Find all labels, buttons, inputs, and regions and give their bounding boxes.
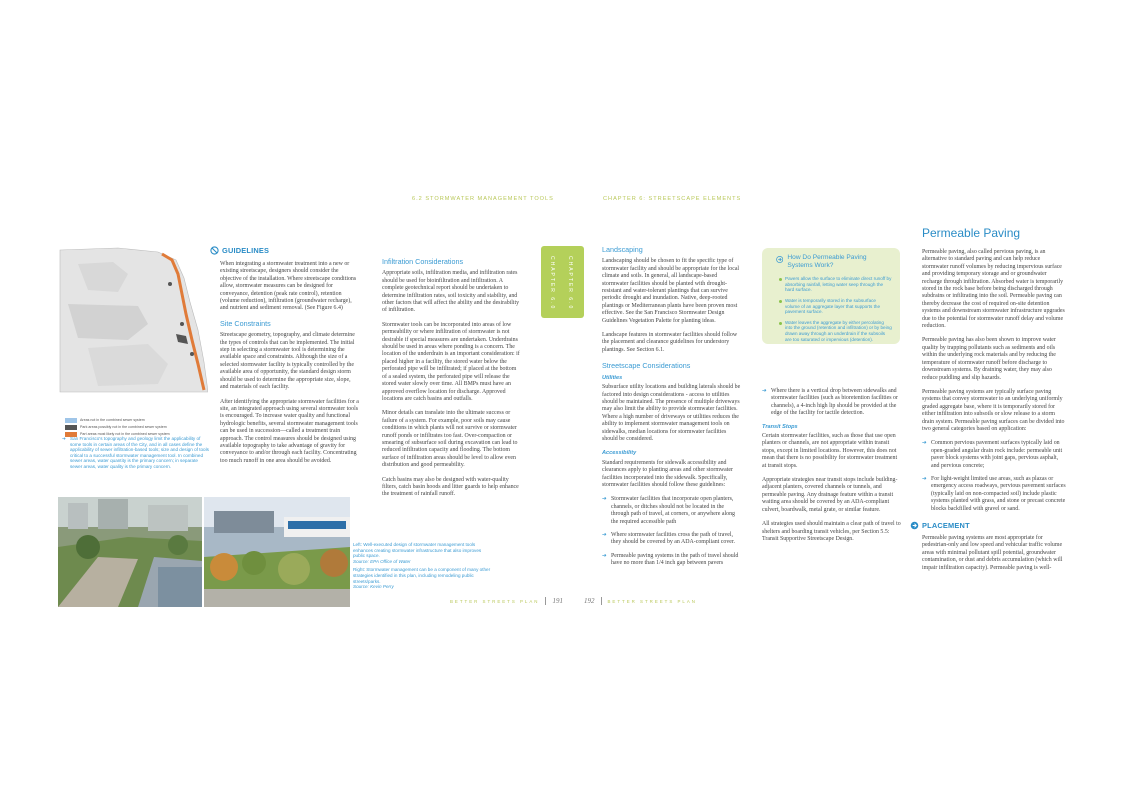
bullet-item: ➔ Where stormwater facilities cross the path of travel, they should be covered by an ADA-compliant cover. xyxy=(602,532,742,547)
footer-divider xyxy=(545,597,546,605)
paragraph: Landscaping should be chosen to fit the specific type of stormwater facility and should be appropriate for the local climate and soils. In general, all landscape-based stormwater facilities should be planted with drought-resistant and water-tolerant plantings that can survive periodic drought and inundation. Native, deep-rooted plantings or Mediterranean plants have been proven most effective. See the San Francisco Stormwater Design Guidelines Vegetation Palette for planting ideas. xyxy=(602,258,740,324)
paragraph: Streetscape geometry, topography, and climate determine the types of controls that can be implemented. The initial step in selecting a stormwater tool is determining the available space and constraints. Although the size of a selected stormwater facility is typically controlled by the available area of opportunity, the standard design storm should be used to determine the appropriate size, slope, and materials of each facility. xyxy=(220,332,355,391)
arrow-circle-icon xyxy=(910,521,919,530)
paragraph: Subsurface utility locations and building laterals should be factored into design considerations - access to utilities should be maintained. The presence of multiple driveways may also limit the ability to provide stormwater facilities. Where a high number of driveways or utilities reduces the ability to implement stormwater management tools on sidewalks, median locations for stormwater facilities should be considered. xyxy=(602,384,741,442)
permeable-sidebar xyxy=(762,248,900,344)
landscaping-column xyxy=(602,246,742,574)
running-header-right: CHAPTER 6: STREETSCAPE ELEMENTS xyxy=(603,196,742,202)
infiltration-column xyxy=(382,258,520,506)
photo-caption xyxy=(353,542,493,590)
footer-divider xyxy=(601,597,602,605)
guidelines-heading: GUIDELINES xyxy=(210,246,360,255)
bullet-item: ➔ Stormwater facilities that incorporate open planters, channels, or ditches should not be located in the through path of travel, at corners, or anywhere along the required accessible path xyxy=(602,496,742,526)
sidebar-item: Water is temporarily stored in the subsurface volume of an aggregate layer that supports the pavement surface. xyxy=(778,298,892,315)
legend-label: Areas not in the combined sewer system xyxy=(80,418,145,422)
permeable-body xyxy=(922,249,1068,513)
chapter-tab-label: CHAPTER 6.0 xyxy=(549,256,555,311)
utilities-heading: Utilities xyxy=(602,374,623,381)
transit-heading: Transit Stops xyxy=(762,423,798,430)
sf-map-graphic xyxy=(58,244,208,394)
arrow-icon: ➔ xyxy=(62,436,66,441)
legend-swatch xyxy=(65,418,77,423)
guidelines-column xyxy=(210,246,360,472)
caption-right: Right: Stormwater management can be a component of many other strategies identified in this plan, including remodeling public streets/parks. xyxy=(353,567,491,584)
arrow-circle-icon xyxy=(776,255,783,264)
paragraph: Certain stormwater facilities, such as those that use open planters or channels, are not appropriate within transit stops, except in limited locations. However, this does not mean that there is no possibility for stormwater treatment at transit stops. xyxy=(762,433,898,469)
bullet-item: ➔ For light-weight limited use areas, such as plazas or emergency access roadways, pervious pavement surfaces (typically laid on non-compacted soil) include plastic systems planted with grass, and stone or precast concrete blocks backfilled with gravel or sand. xyxy=(922,476,1068,513)
caption-left: Left: Well-executed design of stormwater management tools enhances creating stormwater infrastructure that also improves public space. xyxy=(353,542,482,559)
sidebar-title: How Do Permeable Paving Systems Work? xyxy=(787,254,867,269)
legend-item xyxy=(65,418,185,423)
photo-right-graphic xyxy=(204,497,350,607)
sidebar-item: Water leaves the aggregate by either percolating into the ground (retention and infiltration) or by being drawn away through an underdrain if the subsoils are too saturated or impervious (detention). xyxy=(778,320,892,342)
paragraph: Permeable paving systems are most appropriate for pedestrian-only and low speed and vehicular traffic volume areas with minimal pollutant spill potential, groundwater contamination, or dust and debris accumulation (which will impair infiltration capacity). Permeable paving is well- xyxy=(922,535,1063,571)
accessibility-heading: Accessibility xyxy=(602,450,637,457)
chapter-tab xyxy=(541,246,584,318)
paragraph: Appropriate strategies near transit stops include building-adjacent planters, covered channels or tunnels, and permeable paving. Any drainage feature within a transit waiting area should be covered by an ADA-compliant culvert, boardwalk, metal grate, or similar feature. xyxy=(762,477,898,513)
paragraph: Standard requirements for sidewalk accessibility and clearances apply to planting areas and other stormwater facilities incorporated into the sidewalk. Specifically, stormwater facilities should follow these guidelines: xyxy=(602,459,734,488)
caption-right-source: Source: Kevin Perry xyxy=(353,584,394,590)
paragraph: Permeable paving, also called pervious paving, is an alternative to standard paving and can help reduce stormwater runoff volumes by reducing impervious surface and providing temporary storage and or groundwater recharge through infiltration. Absorbed water is temporarily stored in the rock base before being discharged through subdrains or infiltrating into the soil. Permeable paving can thereby decrease the cost of required on-site detention systems and downstream stormwater infrastructure upgrades due to the potential for stormwater runoff delay and volume reduction. xyxy=(922,249,1065,330)
guidelines-intro: When integrating a stormwater treatment into a new or existing streetscape, designers should consider the objective of the installation. Where streetscape conditions allow, stormwater measures can be designed for conveyance, detention (peak rate control), retention (volume reduction), infiltration (groundwater recharge), and nutrient and sediment removal. (See Figure 6.4) xyxy=(220,261,357,312)
photo-left-graphic xyxy=(58,497,202,607)
guidelines-body xyxy=(210,261,360,465)
paragraph: Stormwater tools can be incorporated into areas of low permeability or where infiltration of stormwater is not desirable if special measures are undertaken. Underdrains should be used in areas where ponding is a concern. The location of the underdrain is an important consideration: if placed higher in a facility, the stored water below the perforated pipe will be infiltrated; if placed at the bottom of a sealed system, the perforated pipe will release the stored water slowly over time. All BMPs must have an approved overflow location for discharge. Approved locations are catch basins and outfalls. xyxy=(382,321,520,402)
page-number: 192 xyxy=(584,597,595,605)
paragraph: After identifying the appropriate stormwater facilities for a site, an integrated approach using several stormwater tools is encouraged. To increase water quality and functional hydrologic benefits, several stormwater management tools can be used in succession—called a treatment train approach. The control measures should be designed using available topography to take advantage of gravity for conveyance to and/or through each facility. Concentrating too much runoff in one area should be avoided. xyxy=(220,398,359,464)
page-number: 191 xyxy=(552,597,563,605)
chapter-tab-label: CHAPTER 6.0 xyxy=(567,256,573,311)
placement-body xyxy=(922,535,1068,579)
paragraph: Permeable paving systems are typically surface paving systems that convey stormwater to an underlying uniformly graded aggregate base, where it is temporarily stored for either infiltration into subsoils or slow release to a storm drain system. Permeable paving surfaces can be divided into two general categories based on application: xyxy=(922,388,1065,432)
sidebar-header xyxy=(776,254,892,269)
footer-left xyxy=(450,597,563,605)
legend-item xyxy=(65,425,185,430)
footer-folio: BETTER STREETS PLAN xyxy=(607,598,697,604)
bullet-item: ➔ Common pervious pavement surfaces typically laid on open-graded angular drain rock include: permeable unit paver block systems with joint gaps, pervious asphalt, and pervious concrete; xyxy=(922,440,1068,470)
landscaping-heading: Landscaping xyxy=(602,245,643,254)
streetscape-heading: Streetscape Considerations xyxy=(602,361,691,371)
running-header-left: 6.2 STORMWATER MANAGEMENT TOOLS xyxy=(412,196,554,202)
photo-left xyxy=(58,497,202,607)
placement-heading: PLACEMENT xyxy=(910,521,970,530)
photo-right xyxy=(204,497,350,607)
paragraph: Permeable paving has also been shown to improve water quality by trapping pollutants such as sediments and oils within the underlying rock materials and by reducing the temperature of stormwater runoff before discharge to downstream systems. By draining water, they may also reduce puddling and slip hazards. xyxy=(922,337,1056,381)
legend-label: Park areas possibly not in the combined sewer system xyxy=(80,425,167,429)
footer-right xyxy=(584,597,697,605)
sf-map xyxy=(58,244,208,394)
map-caption: ➔ San Francisco's topography and geology limit the applicability of some tools in certain areas of the City, and in all cases define the applicability of sewer infiltration-based tools; size and design of tools critical to a successful stormwater management tool. In combined sewer areas, water quantity is the primary concern; in separate sewer areas, water quality is the primary concern. xyxy=(62,436,209,469)
transit-column xyxy=(762,388,902,550)
site-constraints-heading: Site Constraints xyxy=(220,318,271,328)
paragraph: Landscape features in stormwater facilities should follow the placement and clearance guidelines for understory plantings. See Section 6.1. xyxy=(602,332,738,353)
no-symbol-icon xyxy=(210,246,219,255)
bullet-item: ➔ Where there is a vertical drop between sidewalks and stormwater facilities (such as bioretention facilities or channels), a 4-inch high lip should be provided at the edge of the facility for tactile detection. xyxy=(762,388,902,418)
paragraph: Catch basins may also be designed with water-quality filters, catch basin hoods and litter guards to help enhance the treatment of rainfall runoff. xyxy=(382,476,519,498)
caption-left-source: Source: EPA Office of Water xyxy=(353,558,411,564)
legend-swatch xyxy=(65,425,77,430)
infiltration-heading: Infiltration Considerations xyxy=(382,257,464,266)
paragraph: Appropriate soils, infiltration media, and infiltration rates should be used for bioinfiltration and infiltration. A complete geotechnical report should be undertaken to determine infiltration rates, soil toxicity and stability, and other factors that will affect the ability and the desirability of infiltration. xyxy=(382,270,520,314)
footer-folio: BETTER STREETS PLAN xyxy=(450,598,540,604)
sidebar-item: Pavers allow the surface to eliminate direct runoff by absorbing rainfall, letting water seep through the hard surface. xyxy=(778,276,892,293)
permeable-paving-title: Permeable Paving xyxy=(922,226,1021,240)
permeable-paving-column xyxy=(922,226,1068,519)
paragraph: All strategies used should maintain a clear path of travel to shelters and boarding transit vehicles, per Section 5.5: Transit Supportive Streetscape Design. xyxy=(762,521,901,542)
paragraph: Minor details can translate into the ultimate success or failure of a system. For example, poor soils may cause conditions in which plants will not survive or stormwater runoff ponds or infiltrates too fast. Over-compaction or smearing of subsurface soil during excavation can lead to reduced infiltration capacity and flooding. The bottom surface of infiltration areas should be level to allow even distribution and good permeability. xyxy=(382,410,518,469)
bullet-item: ➔ Permeable paving systems in the path of travel should have no more than 1/4 inch gap between pavers xyxy=(602,553,742,568)
legend-label: Part areas most likely not in the combined sewer system xyxy=(80,432,170,436)
sidebar-list xyxy=(770,276,892,342)
